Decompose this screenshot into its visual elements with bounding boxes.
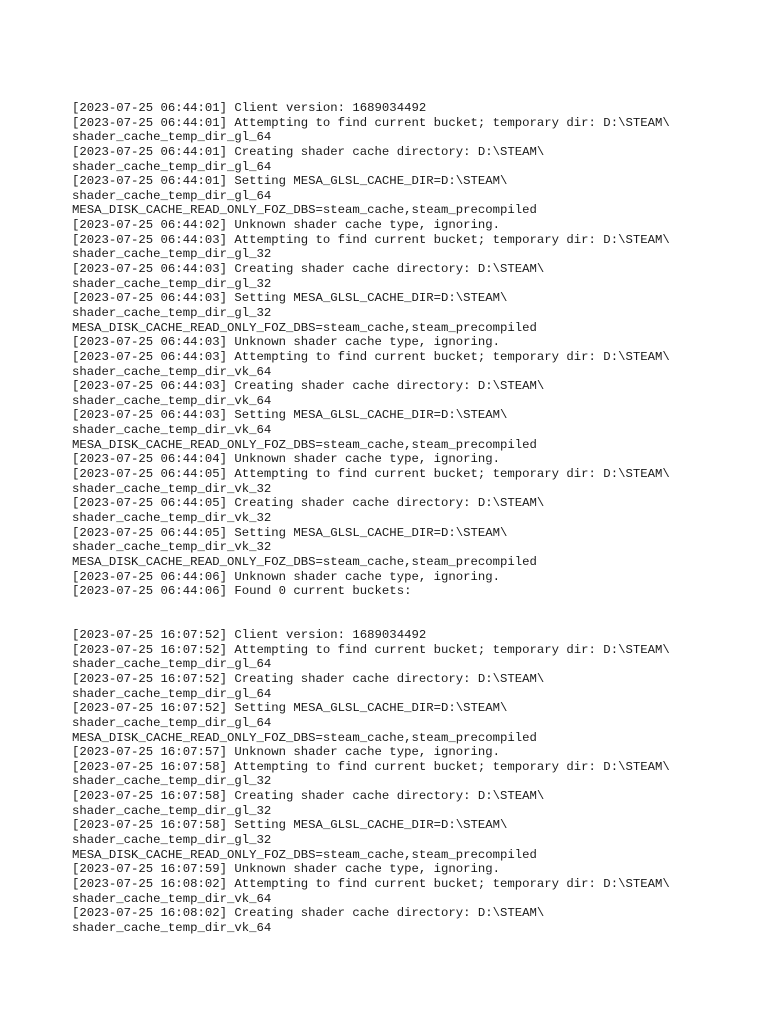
- log-line: shader_cache_temp_dir_gl_64: [72, 159, 272, 174]
- log-line: [2023-07-25 06:44:02] Unknown shader cache type, ignoring.: [72, 218, 501, 233]
- log-line: shader_cache_temp_dir_vk_64: [72, 920, 272, 935]
- log-line: [2023-07-25 06:44:05] Attempting to find current bucket; temporary dir: D:\STEAM\: [72, 467, 670, 482]
- log-line: [2023-07-25 06:44:04] Unknown shader cache type, ignoring.: [72, 452, 501, 467]
- log-line: [2023-07-25 06:44:06] Found 0 current buckets:: [72, 584, 412, 599]
- log-line: [2023-07-25 16:07:59] Unknown shader cache type, ignoring.: [72, 862, 501, 877]
- log-line: shader_cache_temp_dir_gl_64: [72, 657, 272, 672]
- log-line: [2023-07-25 16:07:58] Setting MESA_GLSL_CACHE_DIR=D:\STEAM\: [72, 818, 508, 833]
- log-line: shader_cache_temp_dir_vk_32: [72, 481, 272, 496]
- log-line: shader_cache_temp_dir_vk_32: [72, 510, 272, 525]
- log-line: shader_cache_temp_dir_gl_64: [72, 686, 272, 701]
- log-line: [2023-07-25 16:07:58] Attempting to find current bucket; temporary dir: D:\STEAM\: [72, 759, 670, 774]
- log-line: [2023-07-25 06:44:03] Unknown shader cache type, ignoring.: [72, 335, 501, 350]
- log-line: shader_cache_temp_dir_gl_32: [72, 833, 272, 848]
- log-line: [2023-07-25 16:07:52] Client version: 1689034492: [72, 628, 427, 643]
- log-line: MESA_DISK_CACHE_READ_ONLY_FOZ_DBS=steam_cache,steam_precompiled: [72, 847, 537, 862]
- log-line: [2023-07-25 16:08:02] Creating shader cache directory: D:\STEAM\: [72, 906, 545, 921]
- log-line: MESA_DISK_CACHE_READ_ONLY_FOZ_DBS=steam_cache,steam_precompiled: [72, 437, 537, 452]
- log-line: [2023-07-25 06:44:03] Attempting to find current bucket; temporary dir: D:\STEAM\: [72, 232, 670, 247]
- log-line: [2023-07-25 06:44:01] Creating shader cache directory: D:\STEAM\: [72, 144, 545, 159]
- log-line: [2023-07-25 06:44:05] Setting MESA_GLSL_CACHE_DIR=D:\STEAM\: [72, 525, 508, 540]
- log-line: [2023-07-25 16:07:52] Setting MESA_GLSL_CACHE_DIR=D:\STEAM\: [72, 701, 508, 716]
- log-line: [2023-07-25 06:44:01] Client version: 1689034492: [72, 101, 427, 115]
- log-line: shader_cache_temp_dir_gl_64: [72, 130, 272, 145]
- log-line: shader_cache_temp_dir_gl_32: [72, 305, 272, 320]
- log-line: shader_cache_temp_dir_vk_64: [72, 891, 272, 906]
- log-line: MESA_DISK_CACHE_READ_ONLY_FOZ_DBS=steam_cache,steam_precompiled: [72, 203, 537, 218]
- log-line: shader_cache_temp_dir_gl_32: [72, 774, 272, 789]
- log-line: shader_cache_temp_dir_gl_32: [72, 247, 272, 262]
- log-session-block: [72, 628, 692, 935]
- log-line: [2023-07-25 06:44:01] Attempting to find current bucket; temporary dir: D:\STEAM\: [72, 115, 670, 130]
- log-line: shader_cache_temp_dir_vk_32: [72, 540, 272, 555]
- log-line: MESA_DISK_CACHE_READ_ONLY_FOZ_DBS=steam_cache,steam_precompiled: [72, 730, 537, 745]
- log-text: [72, 101, 692, 936]
- log-line: [2023-07-25 06:44:03] Attempting to find current bucket; temporary dir: D:\STEAM\: [72, 349, 670, 364]
- log-line: [2023-07-25 06:44:01] Setting MESA_GLSL_CACHE_DIR=D:\STEAM\: [72, 174, 508, 189]
- log-line: shader_cache_temp_dir_gl_32: [72, 803, 272, 818]
- log-line: [2023-07-25 06:44:03] Creating shader cache directory: D:\STEAM\: [72, 379, 545, 394]
- log-session-block: [72, 101, 692, 599]
- log-line: [2023-07-25 06:44:05] Creating shader cache directory: D:\STEAM\: [72, 496, 545, 511]
- log-line: shader_cache_temp_dir_vk_64: [72, 364, 272, 379]
- log-line: shader_cache_temp_dir_gl_64: [72, 715, 272, 730]
- log-line: [2023-07-25 16:08:02] Attempting to find current bucket; temporary dir: D:\STEAM\: [72, 876, 670, 891]
- log-line: [2023-07-25 06:44:03] Setting MESA_GLSL_CACHE_DIR=D:\STEAM\: [72, 291, 508, 306]
- log-line: shader_cache_temp_dir_gl_32: [72, 276, 272, 291]
- log-line: MESA_DISK_CACHE_READ_ONLY_FOZ_DBS=steam_cache,steam_precompiled: [72, 554, 537, 569]
- log-line: shader_cache_temp_dir_gl_64: [72, 188, 272, 203]
- log-line: [2023-07-25 16:07:52] Creating shader cache directory: D:\STEAM\: [72, 672, 545, 686]
- log-line: shader_cache_temp_dir_vk_64: [72, 393, 272, 408]
- log-line: [2023-07-25 16:07:57] Unknown shader cache type, ignoring.: [72, 745, 501, 760]
- log-line: MESA_DISK_CACHE_READ_ONLY_FOZ_DBS=steam_cache,steam_precompiled: [72, 320, 537, 335]
- log-line: shader_cache_temp_dir_vk_64: [72, 423, 272, 438]
- log-line: [2023-07-25 16:07:52] Attempting to find current bucket; temporary dir: D:\STEAM\: [72, 642, 670, 657]
- log-line: [2023-07-25 06:44:03] Creating shader cache directory: D:\STEAM\: [72, 262, 545, 277]
- log-line: [2023-07-25 06:44:06] Unknown shader cache type, ignoring.: [72, 569, 501, 584]
- log-line: [2023-07-25 16:07:58] Creating shader cache directory: D:\STEAM\: [72, 789, 545, 804]
- block-separator: [72, 599, 692, 628]
- log-line: [2023-07-25 06:44:03] Setting MESA_GLSL_CACHE_DIR=D:\STEAM\: [72, 408, 508, 423]
